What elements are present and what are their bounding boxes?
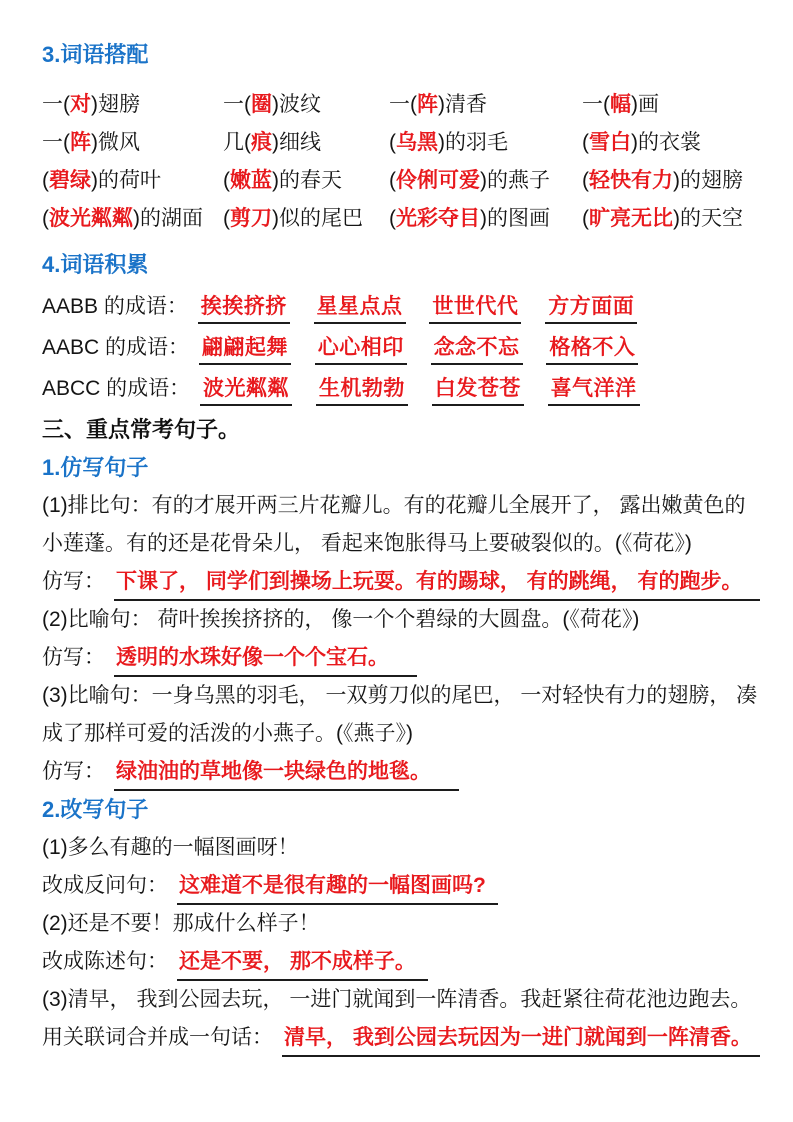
text-black: (: [223, 169, 230, 192]
answer-line: [42, 563, 760, 601]
idiom: 喜气洋洋: [548, 373, 640, 406]
answer-line: [42, 943, 760, 981]
text-black: (: [389, 207, 396, 230]
text-black: )的荷叶: [91, 169, 161, 192]
answer-line: [42, 867, 760, 905]
idiom: 心心相印: [315, 332, 407, 365]
word-match-item: [389, 200, 582, 238]
text-black: (: [582, 169, 589, 192]
word-match-item: [42, 124, 223, 162]
idiom-line-aabb: [42, 288, 760, 329]
idiom-line-label: AABB 的成语：: [42, 295, 188, 318]
section-4-title: 4.词语积累: [42, 252, 149, 277]
word-match-item: [389, 86, 582, 124]
answer-char: 幅: [610, 93, 631, 116]
word-match-item: [42, 162, 223, 200]
text-black: )的图画: [480, 207, 550, 230]
text-black: 一(: [223, 93, 251, 116]
word-match-item: [223, 200, 389, 238]
text-black: )微风: [91, 131, 140, 154]
text-black: (: [582, 131, 589, 154]
word-match-item: [389, 162, 582, 200]
text-black: 几(: [223, 131, 251, 154]
idiom: 星星点点: [314, 291, 406, 324]
idiom-line-label: AABC 的成语：: [42, 336, 190, 359]
answer-char: 旷亮无比: [589, 207, 673, 230]
text-black: (: [223, 207, 230, 230]
text-black: 一(: [582, 93, 610, 116]
answer-char: 碧绿: [49, 169, 91, 192]
text-black: (: [42, 207, 49, 230]
word-match-item: [42, 200, 223, 238]
answer-text: 清早， 我到公园去玩因为一进门就闻到一阵清香。: [282, 1021, 760, 1057]
sub1-title: 1.仿写句子: [42, 455, 149, 480]
word-match-item: [582, 162, 760, 200]
text-black: (: [42, 169, 49, 192]
word-match-item: [223, 162, 389, 200]
text-black: 一(: [42, 131, 70, 154]
idiom: 念念不忘: [431, 332, 523, 365]
answer-char: 嫩蓝: [230, 169, 272, 192]
answer-label: 改成反问句：: [42, 874, 168, 897]
word-match-item: [223, 124, 389, 162]
answer-line: [42, 1019, 760, 1057]
text-black: )清香: [438, 93, 487, 116]
answer-label: 用关联词合并成一句话：: [42, 1026, 273, 1049]
answer-text: 透明的水珠好像一个个宝石。: [114, 641, 417, 677]
idiom: 世世代代: [429, 291, 521, 324]
text-black: )的湖面: [133, 207, 203, 230]
answer-text: 下课了， 同学们到操场上玩耍。有的踢球， 有的跳绳， 有的跑步。: [114, 565, 760, 601]
answer-char: 痕: [251, 131, 272, 154]
idiom: 方方面面: [545, 291, 637, 324]
answer-char: 阵: [417, 93, 438, 116]
text-black: )波纹: [272, 93, 321, 116]
sub2-title: 2.改写句子: [42, 797, 149, 822]
word-match-item: [582, 86, 760, 124]
text-black: )画: [631, 93, 659, 116]
answer-char: 阵: [70, 131, 91, 154]
answer-text: 绿油油的草地像一块绿色的地毯。: [114, 755, 459, 791]
question-text: (3)比喻句：一身乌黑的羽毛， 一双剪刀似的尾巴， 一对轻快有力的翅膀， 凑成了那样可爱的活泼的小燕子。(《燕子》): [42, 684, 758, 745]
answer-char: 伶俐可爱: [396, 169, 480, 192]
answer-char: 圈: [251, 93, 272, 116]
text-black: (: [389, 131, 396, 154]
answer-char: 雪白: [589, 131, 631, 154]
idiom-line-aabc: [42, 329, 760, 370]
section-3-title: 3.词语搭配: [42, 42, 149, 67]
question-text: (2)比喻句： 荷叶挨挨挤挤的， 像一个个碧绿的大圆盘。(《荷花》): [42, 608, 640, 631]
word-match-item: [582, 124, 760, 162]
text-black: )的衣裳: [631, 131, 701, 154]
answer-label: 仿写：: [42, 760, 105, 783]
idiom: 挨挨挤挤: [198, 291, 290, 324]
question-text: (2)还是不要！那成什么样子！: [42, 912, 320, 935]
word-match-item: [389, 124, 582, 162]
text-black: (: [389, 169, 396, 192]
idiom: 波光粼粼: [200, 373, 292, 406]
text-black: )细线: [272, 131, 321, 154]
text-black: )的春天: [272, 169, 342, 192]
answer-char: 波光粼粼: [49, 207, 133, 230]
word-match-grid: [42, 86, 760, 238]
answer-label: 仿写：: [42, 646, 105, 669]
question-text: (1)多么有趣的一幅图画呀！: [42, 836, 299, 859]
answer-label: 改成陈述句：: [42, 950, 168, 973]
section-three-title: 三、重点常考句子。: [42, 417, 241, 442]
answer-label: 仿写：: [42, 570, 105, 593]
word-match-item: [582, 200, 760, 238]
answer-text: 这难道不是很有趣的一幅图画吗?: [177, 869, 498, 905]
answer-char: 剪刀: [230, 207, 272, 230]
word-match-item: [223, 86, 389, 124]
text-black: 一(: [42, 93, 70, 116]
text-black: )的翅膀: [673, 169, 743, 192]
text-black: )的羽毛: [438, 131, 508, 154]
answer-char: 光彩夺目: [396, 207, 480, 230]
question-text: (1)排比句：有的才展开两三片花瓣儿。有的花瓣儿全展开了， 露出嫩黄色的小莲蓬。有的还是花骨朵儿， 看起来饱胀得马上要破裂似的。(《荷花》): [42, 494, 746, 555]
text-black: )的天空: [673, 207, 743, 230]
text-black: )翅膀: [91, 93, 140, 116]
text-black: (: [582, 207, 589, 230]
text-black: )的燕子: [480, 169, 550, 192]
answer-char: 对: [70, 93, 91, 116]
word-match-item: [42, 86, 223, 124]
idiom: 翩翩起舞: [199, 332, 291, 365]
question-text: (3)清早， 我到公园去玩， 一进门就闻到一阵清香。我赶紧往荷花池边跑去。: [42, 988, 752, 1011]
idiom-line-abcc: [42, 370, 760, 411]
answer-line: [42, 639, 760, 677]
text-black: )似的尾巴: [272, 207, 363, 230]
idiom: 生机勃勃: [316, 373, 408, 406]
answer-text: 还是不要， 那不成样子。: [177, 945, 428, 981]
answer-char: 乌黑: [396, 131, 438, 154]
answer-char: 轻快有力: [589, 169, 673, 192]
idiom: 格格不入: [546, 332, 638, 365]
idiom-line-label: ABCC 的成语：: [42, 377, 191, 400]
text-black: 一(: [389, 93, 417, 116]
answer-line: [42, 753, 760, 791]
idiom: 白发苍苍: [432, 373, 524, 406]
